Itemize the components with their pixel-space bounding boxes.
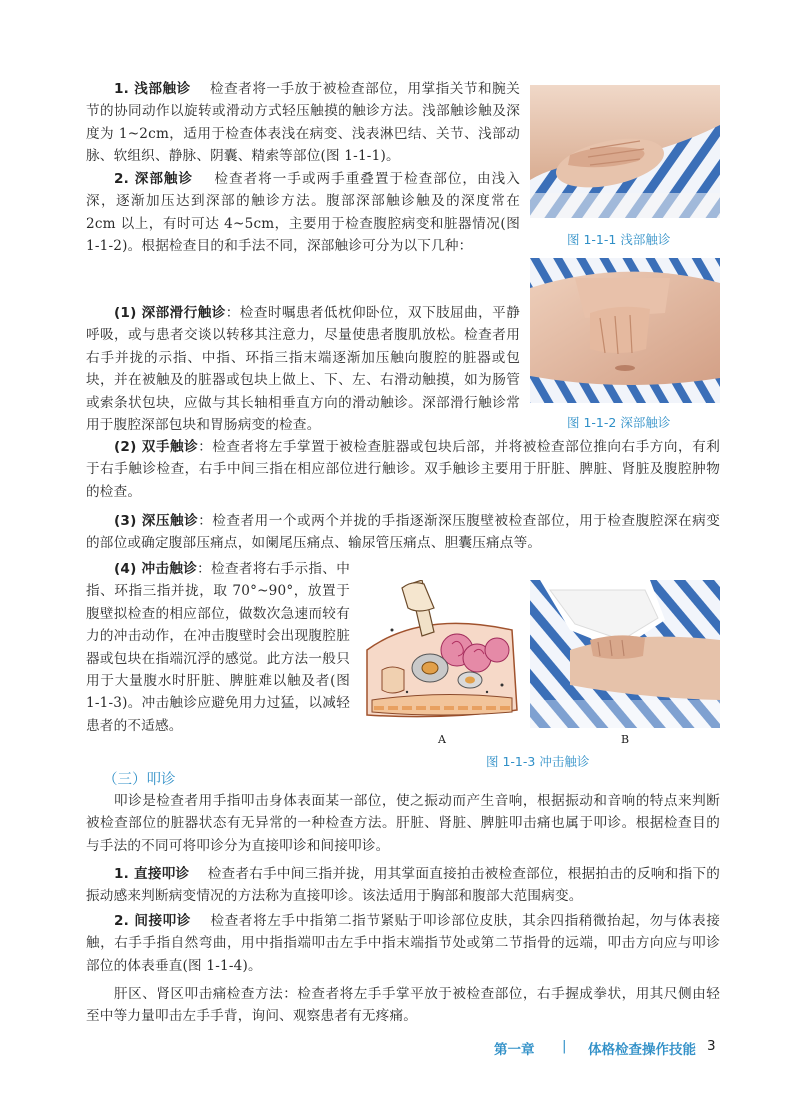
- heading-deep-palpation: 2. 深部触诊: [114, 171, 194, 187]
- heading-deep-slide-palpation: (1) 深部滑行触诊: [114, 305, 226, 321]
- heading-deep-press-palpation: (3) 深压触诊: [114, 513, 199, 529]
- paragraph-deep-palpation: 2. 深部触诊 检查者将一手或两手重叠置于检查部位，由浅入深，逐渐加压达到深部的触诊方法。腹部深部触诊触及的深度常在 2cm 以上，有时可达 4~5cm，主要用于检查腹腔病变和脏器情况(图 1-1-2)。根据检查目的和手法不同，深部触诊可分为以下几种：: [86, 171, 521, 255]
- figure-1-1-2-caption: 图 1-1-2 深部触诊: [567, 415, 671, 430]
- footer-separator: |: [562, 1038, 567, 1054]
- figure-1-1-3-label-b: B: [621, 733, 630, 746]
- figure-1-1-3b-photo: [530, 580, 720, 728]
- section-heading-percussion: （三）叩诊: [103, 772, 176, 788]
- paragraph-deep-slide-palpation: (1) 深部滑行触诊：检查时嘱患者低枕仰卧位，双下肢屈曲，平静呼吸，或与患者交谈以转移其注意力，尽量使患者腹肌放松。检查者用右手并拢的示指、中指、环指三指末端逐渐加压触向腹腔的脏器或包块，并在被触及的脏器或包块上做上、下、左、右滑动触摸，如为肠管或索条状包块，应做与其长轴相垂直方向的滑动触诊。深部滑行触诊常用于腹腔深部包块和胃肠病变的检查。: [86, 305, 520, 434]
- footer-chapter: 第一章: [494, 1042, 535, 1058]
- paragraph-ballottement-palpation: (4) 冲击触诊：检查者将右手示指、中指、环指三指并拢，取 70°~90°，放置于腹壁拟检查的相应部位，做数次急速而较有力的冲击动作，在冲击腹壁时会出现腹腔脏器或包块在指端沉浮的感觉。此方法一般只用于大量腹水时肝脏、脾脏难以触及者(图 1-1-3)。冲击触诊应避免用力过猛，以减轻患者的不适感。: [86, 561, 351, 734]
- paragraph-direct-percussion: 1. 直接叩诊 检查者右手中间三指并拢，用其掌面直接拍击被检查部位，根据拍击的反响和指下的振动感来判断病变情况的方法称为直接叩诊。该法适用于胸部和腹部大范围病变。: [86, 866, 720, 905]
- figure-1-1-3-label-a: A: [438, 733, 446, 746]
- figure-1-1-3-caption: 图 1-1-3 冲击触诊: [486, 754, 590, 769]
- heading-direct-percussion: 1. 直接叩诊: [114, 866, 190, 882]
- paragraph-deep-press-palpation: (3) 深压触诊：检查者用一个或两个并拢的手指逐渐深压腹壁被检查部位，用于检查腹腔深在病变的部位或确定腹部压痛点，如阑尾压痛点、输尿管压痛点、胆囊压痛点等。: [86, 513, 720, 552]
- paragraph-superficial-palpation: 1. 浅部触诊 检查者将一手放于被检查部位，用掌指关节和腕关节的协同动作以旋转或滑动方式轻压触摸的触诊方法。浅部触诊触及深度为 1~2cm，适用于检查体表浅在病变、浅表淋巴结、关节、浅部动脉、软组织、静脉、阴囊、精索等部位(图 1-1-1)。: [86, 81, 520, 165]
- heading-ballottement-palpation: (4) 冲击触诊: [114, 561, 198, 577]
- footer-page-number: 3: [707, 1038, 716, 1054]
- paragraph-bimanual-palpation: (2) 双手触诊：检查者将左手掌置于被检查脏器或包块后部，并将被检查部位推向右手方向，有利于右手触诊检查，右手中间三指在相应部位进行触诊。双手触诊主要用于肝脏、脾脏、肾脏及腹腔肿物的检查。: [86, 439, 720, 500]
- paragraph-percussion-intro: 叩诊是检查者用手指叩击身体表面某一部位，使之振动而产生音响，根据振动和音响的特点来判断被检查部位的脏器状态有无异常的一种检查方法。肝脏、肾脏、脾脏叩击痛也属于叩诊。根据检查目的与手法的不同可将叩诊分为直接叩诊和间接叩诊。: [86, 793, 720, 854]
- figure-1-1-3a-illustration: [362, 580, 522, 728]
- paragraph-tenderness-method: 肝区、肾区叩击痛检查方法：检查者将左手手掌平放于被检查部位，右手握成拳状，用其尺侧由轻至中等力量叩击左手手背，询问、观察患者有无疼痛。: [86, 986, 720, 1025]
- heading-bimanual-palpation: (2) 双手触诊: [114, 439, 199, 455]
- paragraph-indirect-percussion: 2. 间接叩诊 检查者将左手中指第二指节紧贴于叩诊部位皮肤，其余四指稍微抬起，勿与体表接触，右手手指自然弯曲，用中指指端叩击左手中指末端指节处或第二节指骨的远端，叩击方向应与叩诊部位的体表垂直(图 1-1-4)。: [86, 913, 720, 974]
- heading-superficial-palpation: 1. 浅部触诊: [114, 81, 191, 97]
- figure-1-1-1-photo: [530, 85, 720, 218]
- heading-indirect-percussion: 2. 间接叩诊: [114, 913, 191, 929]
- figure-1-1-1-caption: 图 1-1-1 浅部触诊: [567, 232, 671, 247]
- figure-1-1-2-photo: [530, 258, 720, 403]
- footer-chapter-title: 体格检查操作技能: [588, 1042, 696, 1058]
